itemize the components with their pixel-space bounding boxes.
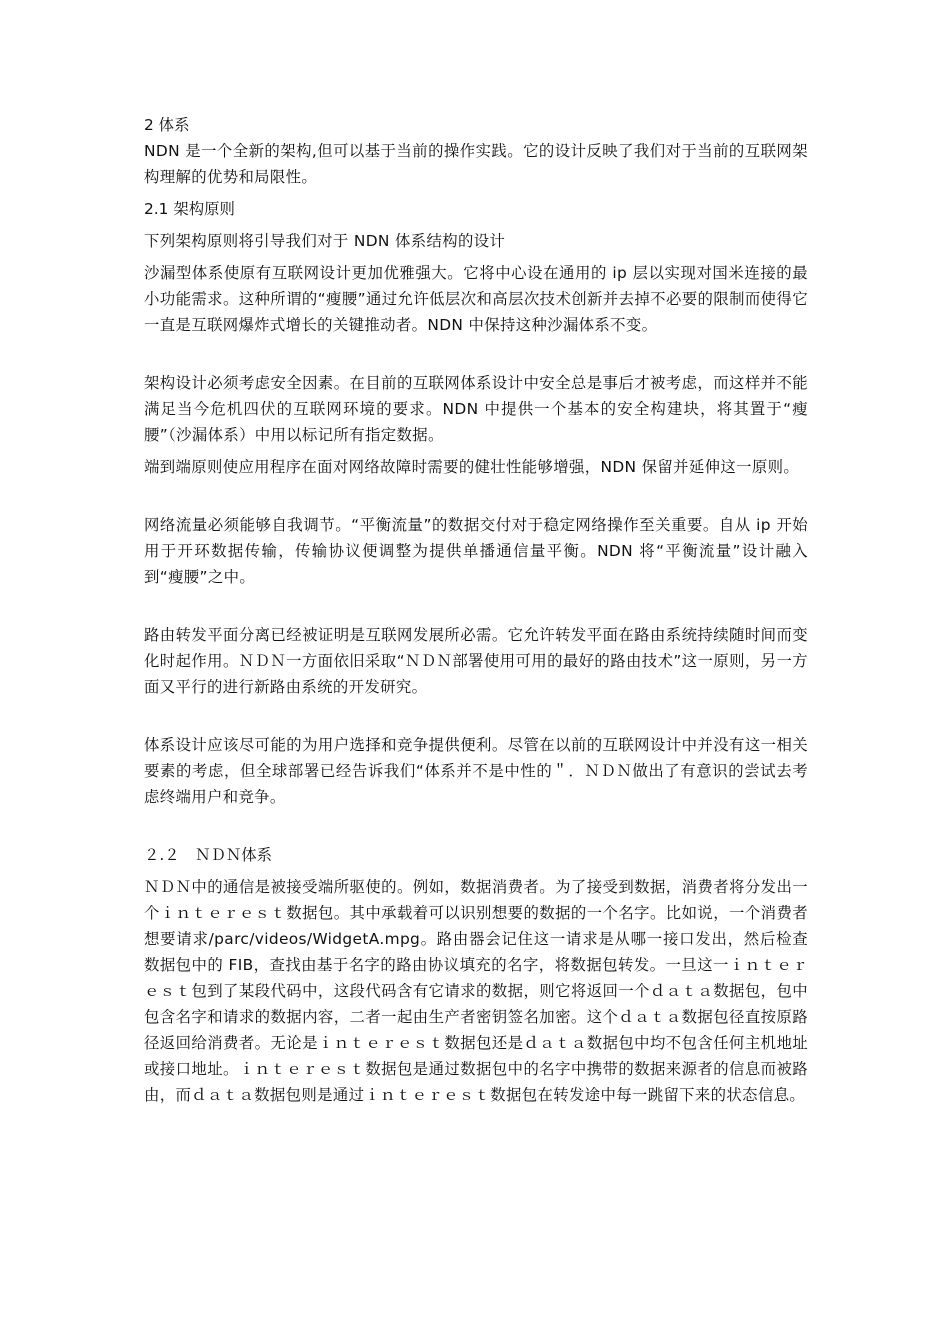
principle-paragraph-hourglass: 沙漏型体系使原有互联网设计更加优雅强大。它将中心设在通用的 ip 层以实现对国米连接的最小功能需求。这种所谓的“瘦腰”通过允许低层次和高层次技术创新并去掉不必要的限制而使得它一直是互联网爆炸式增长的关键推动者。NDN 中保持这种沙漏体系不变。 (144, 264, 808, 334)
principle-paragraph-user-choice: 体系设计应该尽可能的为用户选择和竞争提供便利。尽管在以前的互联网设计中并没有这一相关要素的考虑，但全球部署已经告诉我们“体系并不是中性的＂．ＮＤＮ做出了有意识的尝试去考虑终端用户和竞争。 (144, 736, 808, 806)
principle-paragraph-end-to-end: 端到端原则使应用程序在面对网络故障时需要的健壮性能够增强，NDN 保留并延伸这一原则。 (144, 458, 800, 476)
section-2-2-title: ２.２ ＮＤＮ体系 (144, 846, 273, 864)
section-2-title: 2 体系 (144, 116, 190, 134)
principle-paragraph-flow-balance: 网络流量必须能够自我调节。“平衡流量”的数据交付对于稳定网络操作至关重要。自从 ip 开始用于开环数据传输，传输协议便调整为提供单播通信量平衡。NDN 将“平衡流量”设计融入到“瘦腰”之中。 (144, 516, 808, 586)
principle-paragraph-security: 架构设计必须考虑安全因素。在目前的互联网体系设计中安全总是事后才被考虑，而这样并不能满足当今危机四伏的互联网环境的要求。NDN 中提供一个基本的安全构建块，将其置于“瘦腰”（沙漏体系）中用以标记所有指定数据。 (144, 374, 808, 444)
document-page (144, 112, 808, 1108)
section-2-intro: NDN 是一个全新的架构,但可以基于当前的操作实践。它的设计反映了我们对于当前的互联网架构理解的优势和局限性。 (144, 142, 808, 186)
section-2-2-body: ＮＤＮ中的通信是被接受端所驱使的。例如，数据消费者。为了接受到数据，消费者将分发出一个ｉｎｔｅｒｅｓｔ数据包。其中承载着可以识别想要的数据的一个名字。比如说，一个消费者想要请求/parc/videos/WidgetA.mpg。路由器会记住这一请求是从哪一接口发出，然后检查数据包中的 FIB，查找由基于名字的路由协议填充的名字，将数据包转发。一旦这一ｉｎｔｅｒｅｓｔ包到了某段代码中，这段代码含有它请求的数据，则它将返回一个ｄａｔａ数据包，包中包含名字和请求的数据内容，二者一起由生产者密钥签名加密。这个ｄａｔａ数据包径直按原路径返回给消费者。无论是ｉｎｔｅｒｅｓｔ数据包还是ｄａｔａ数据包中均不包含任何主机地址或接口地址。ｉｎｔｅｒｅｓｔ数据包是通过数据包中的名字中携带的数据来源者的信息而被路由，而ｄａｔａ数据包则是通过ｉｎｔｅｒｅｓｔ数据包在转发途中每一跳留下来的状态信息。 (144, 878, 808, 1104)
section-2-1-title: 2.1 架构原则 (144, 200, 235, 218)
principle-paragraph-routing-forwarding: 路由转发平面分离已经被证明是互联网发展所必需。它允许转发平面在路由系统持续随时间而变化时起作用。ＮＤＮ一方面依旧采取“ＮＤＮ部署使用可用的最好的路由技术”这一原则，另一方面又平行的进行新路由系统的开发研究。 (144, 626, 808, 696)
section-2-1-lead: 下列架构原则将引导我们对于 NDN 体系结构的设计 (144, 232, 506, 250)
